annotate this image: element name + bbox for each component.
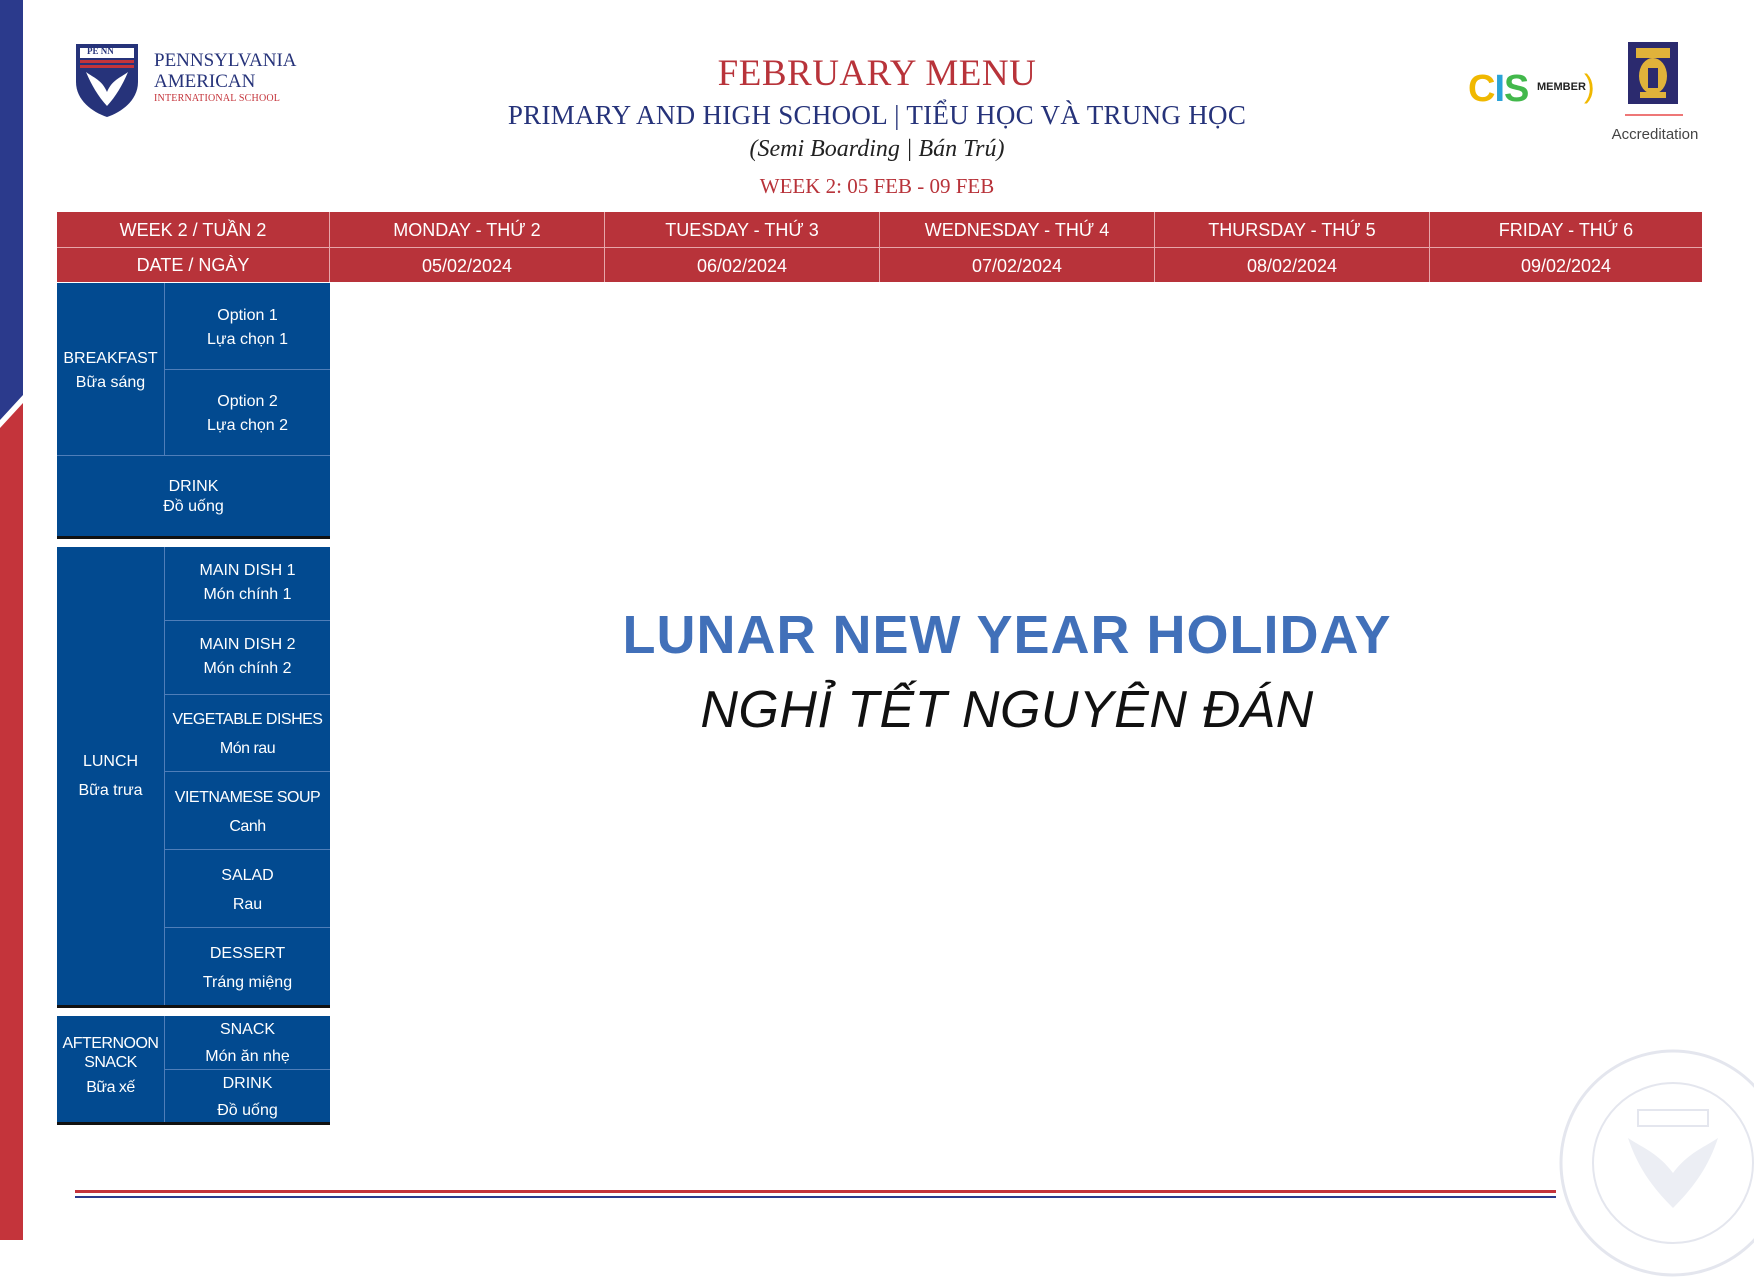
day-header-wednesday: WEDNESDAY - THỨ 4 [924, 220, 1110, 240]
lunch-section [57, 547, 330, 1005]
boarding-label: (Semi Boarding | Bán Trú) [749, 136, 1005, 162]
logo-name-line3: INTERNATIONAL SCHOOL [154, 93, 281, 104]
lunch-item-vi: Món chính 2 [203, 660, 292, 677]
breakfast-option1-en: Option 1 [217, 307, 278, 324]
cis-word: CIS [1468, 68, 1529, 110]
snack-label-en1: AFTERNOON [62, 1035, 159, 1052]
day-header-monday: MONDAY - THỨ 2 [393, 220, 541, 240]
day-date-thursday: 08/02/2024 [1246, 256, 1338, 276]
lunch-item-en: SALAD [221, 867, 274, 884]
day-header-thursday: THURSDAY - THỨ 5 [1208, 220, 1376, 240]
lunch-item-en: VEGETABLE DISHES [172, 711, 323, 728]
footer-red-line [75, 1190, 1556, 1193]
footer-blue-line [75, 1196, 1556, 1198]
accreditation-divider [1625, 114, 1683, 116]
breakfast-label-en: BREAKFAST [63, 350, 158, 367]
school-seal-watermark-icon [1558, 1048, 1754, 1278]
lunch-item-vi: Món chính 1 [203, 586, 292, 603]
lunch-label-en: LUNCH [82, 753, 139, 770]
week-range: WEEK 2: 05 FEB - 09 FEB [759, 174, 995, 198]
lunch-item-vi: Tráng miệng [202, 974, 293, 991]
breakfast-section [57, 283, 330, 536]
page-title: FEBRUARY MENU [717, 53, 1037, 94]
day-date-friday: 09/02/2024 [1520, 256, 1612, 276]
page-subtitle: PRIMARY AND HIGH SCHOOL | TIỂU HỌC VÀ TRUNG HỌC [507, 100, 1247, 130]
breakfast-option2-en: Option 2 [217, 393, 278, 410]
breakfast-option1-vi: Lựa chọn 1 [207, 331, 288, 348]
lunch-item-en: MAIN DISH 2 [199, 636, 296, 653]
afternoon-snack-section [57, 1016, 330, 1122]
snack-underline [57, 1122, 330, 1125]
holiday-title-en: LUNAR NEW YEAR HOLIDAY [622, 605, 1392, 665]
snack-drink-en: DRINK [222, 1075, 273, 1092]
snack-item-vi: Món ăn nhẹ [205, 1048, 290, 1065]
lunch-underline [57, 1005, 330, 1008]
snack-drink-vi: Đồ uống [217, 1102, 278, 1119]
breakfast-label-vi: Bữa sáng [75, 374, 146, 391]
logo-name-line1: PENNSYLVANIA [154, 50, 297, 71]
day-header-tuesday: TUESDAY - THỨ 3 [665, 220, 819, 240]
day-date-wednesday: 07/02/2024 [971, 256, 1063, 276]
holiday-title-vi: NGHỈ TẾT NGUYÊN ĐÁN [700, 681, 1314, 739]
day-date-monday: 05/02/2024 [421, 256, 513, 276]
cis-member-label: MEMBER [1537, 81, 1586, 93]
date-label: DATE / NGÀY [136, 255, 250, 275]
snack-item-en: SNACK [219, 1021, 276, 1038]
breakfast-underline [57, 536, 330, 539]
snack-label-vi: Bữa xế [86, 1079, 135, 1096]
cis-paren: ) [1584, 68, 1595, 104]
snack-label-en2: SNACK [84, 1054, 137, 1071]
cis-member-logo [1468, 68, 1598, 108]
breakfast-drink-en: DRINK [168, 478, 219, 495]
breakfast-drink-vi: Đồ uống [163, 498, 224, 515]
lunch-item-vi: Món rau [219, 740, 276, 757]
accreditation-badge-icon [1628, 42, 1678, 104]
lunch-label-vi: Bữa trưa [78, 782, 143, 799]
lunch-item-en: DESSERT [209, 945, 286, 962]
lunch-item-vi: Canh [229, 818, 266, 835]
lunch-item-en: VIETNAMESE SOUP [174, 789, 321, 806]
accreditation-label: Accreditation [1611, 126, 1699, 143]
day-header-friday: FRIDAY - THỨ 6 [1498, 220, 1634, 240]
lunch-item-en: MAIN DISH 1 [199, 562, 296, 579]
menu-table-header [57, 212, 1702, 282]
logo-shield-text: PE NN [87, 46, 114, 56]
week-corner-label: WEEK 2 / TUẦN 2 [119, 220, 267, 240]
day-date-tuesday: 06/02/2024 [696, 256, 788, 276]
lunch-item-vi: Rau [232, 896, 263, 913]
breakfast-option2-vi: Lựa chọn 2 [207, 417, 288, 434]
logo-name-line2: AMERICAN [154, 71, 256, 92]
